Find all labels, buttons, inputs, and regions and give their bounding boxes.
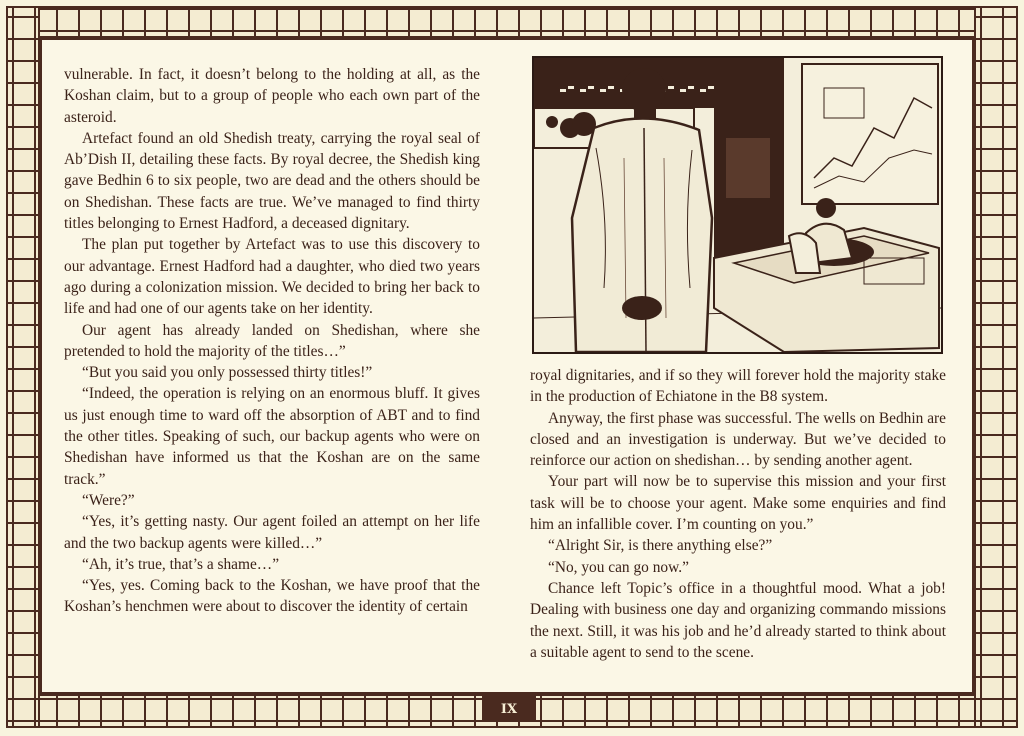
paragraph: “Indeed, the operation is relying on an enormous bluff. It gives us just enough time to ward off the absorption of ABT and to find the other titles. Speaking of such, our backup agents who were on Shedishan have informed us that the Koshan are on the same track.” <box>64 385 480 488</box>
right-text-column <box>530 365 946 663</box>
paragraph: Anyway, the first phase was successful. The wells on Bedhin are closed and an investigation is underway. But we’ve decided to reinforce our action on shedishan… by sending another agent. <box>530 409 946 470</box>
paragraph: “Yes, yes. Coming back to the Koshan, we have proof that the Koshan’s henchmen were about to discover the identity of certain <box>64 577 480 616</box>
paragraph: “But you said you only possessed thirty titles!” <box>82 364 373 382</box>
paragraph: Chance left Topic’s office in a thoughtful mood. What a job! Dealing with business one day and organizing commando missions the next. Still, it was his job and he’d already started to think about a suitable agent to send to the scene. <box>530 579 946 661</box>
paragraph: The plan put together by Artefact was to use this discovery to our advantage. Ernest Hadford had a daughter, who died two years ago during a colonization mission. We decided to bring her back to life and had one of our agents take on her identity. <box>64 236 480 318</box>
paragraph: “Alright Sir, is there anything else?” <box>548 537 773 555</box>
paragraph: “Ah, it’s true, that’s a shame…” <box>82 555 280 573</box>
paragraph: Artefact found an old Shedish treaty, carrying the royal seal of Ab’Dish II, detailing these facts. By royal decree, the Shedish king gave Bedhin 6 to six people, two are dead and the others should be on Shedishan. These facts are true. We’ve managed to find thirty titles belonging to Ernest Hadford, a deceased dignitary. <box>64 129 480 233</box>
paragraph: royal dignitaries, and if so they will forever hold the majority stake in the production of Echiatone in the B8 system. <box>530 367 946 406</box>
paragraph: “Were?” <box>82 491 135 509</box>
paragraph: “Yes, it’s getting nasty. Our agent foiled an attempt on her life and the two backup agents were killed…” <box>64 513 480 552</box>
left-text-column <box>64 64 480 618</box>
comic-illustration <box>532 56 943 354</box>
paragraph: Our agent has already landed on Shedishan, where she pretended to hold the majority of the titles…” <box>64 321 480 360</box>
paragraph: “No, you can go now.” <box>548 558 689 576</box>
paragraph: vulnerable. In fact, it doesn’t belong to the holding at all, as the Koshan claim, but to a group of people who each own part of the asteroid. <box>64 66 480 126</box>
paragraph: Your part will now be to supervise this mission and your first task will be to choose your agent. Make some enquiries and find him an infallible cover. I’m counting on you.” <box>530 473 946 534</box>
page-number: IX <box>482 696 536 722</box>
illustration-drawing <box>534 58 941 352</box>
greek-key-border-top <box>6 6 1018 38</box>
greek-key-border-right <box>974 6 1018 728</box>
greek-key-border-left <box>6 6 40 728</box>
